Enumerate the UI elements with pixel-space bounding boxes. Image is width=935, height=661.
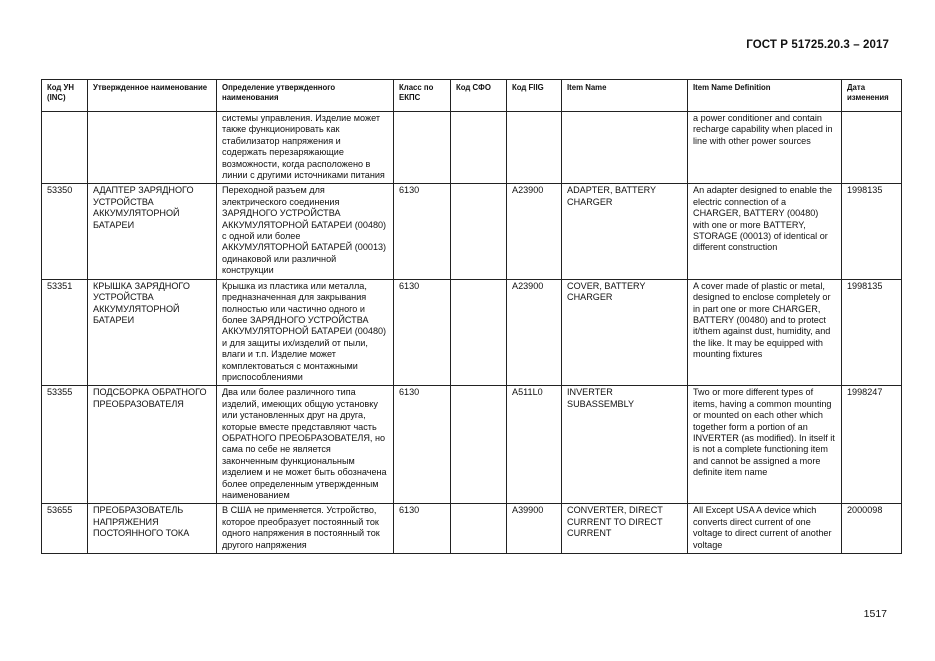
cell-sfo	[451, 504, 507, 554]
cell-date: 2000098	[842, 504, 902, 554]
column-header-class: Класс по ЕКПС	[394, 80, 451, 112]
item-names-table	[41, 79, 902, 554]
column-header-sfo: Код СФО	[451, 80, 507, 112]
cell-definition: В США не применяется. Устройство, которое преобразует постоянный ток одного напряжения в постоянный ток другого напряжения	[217, 504, 394, 554]
cell-class: 6130	[394, 504, 451, 554]
cell-class: 6130	[394, 386, 451, 504]
cell-item-name-definition: A cover made of plastic or metal, designed to enclose completely or in part one or more CHARGER, BATTERY (00480) and to protect it/them against dust, humidity, and the like. It may be equipped with mounting fixtures	[688, 279, 842, 386]
cell-inc: 53355	[42, 386, 88, 504]
cell-item-name-definition: Two or more different types of items, having a common mounting or mounted on each other which together form a portion of an INVERTER (as modified). In itself it is not a complete functioning item and cannot be assigned a more definite item name	[688, 386, 842, 504]
table-row	[42, 184, 902, 279]
table-header-row	[42, 80, 902, 112]
cell-approved-name	[88, 112, 217, 184]
table-row	[42, 504, 902, 554]
cell-item-name-definition: An adapter designed to enable the electric connection of a CHARGER, BATTERY (00480) with one or more BATTERY, STORAGE (00013) of identical or different construction	[688, 184, 842, 279]
cell-item-name: CONVERTER, DIRECT CURRENT TO DIRECT CURRENT	[562, 504, 688, 554]
cell-date	[842, 112, 902, 184]
cell-item-name: ADAPTER, BATTERY CHARGER	[562, 184, 688, 279]
table-row	[42, 279, 902, 386]
column-header-approved-name: Утвержденное наименование	[88, 80, 217, 112]
cell-fiig	[507, 112, 562, 184]
cell-approved-name: ПОДСБОРКА ОБРАТНОГО ПРЕОБРАЗОВАТЕЛЯ	[88, 386, 217, 504]
cell-sfo	[451, 279, 507, 386]
cell-date: 1998135	[842, 184, 902, 279]
cell-class	[394, 112, 451, 184]
cell-fiig: A23900	[507, 279, 562, 386]
cell-fiig: A39900	[507, 504, 562, 554]
cell-inc: 53655	[42, 504, 88, 554]
table-row	[42, 112, 902, 184]
cell-fiig: A511L0	[507, 386, 562, 504]
cell-sfo	[451, 184, 507, 279]
cell-item-name: INVERTER SUBASSEMBLY	[562, 386, 688, 504]
cell-date: 1998135	[842, 279, 902, 386]
cell-sfo	[451, 386, 507, 504]
column-header-fiig: Код FIIG	[507, 80, 562, 112]
cell-inc: 53350	[42, 184, 88, 279]
column-header-item-name-definition: Item Name Definition	[688, 80, 842, 112]
cell-approved-name: КРЫШКА ЗАРЯДНОГО УСТРОЙСТВА АККУМУЛЯТОРНОЙ БАТАРЕИ	[88, 279, 217, 386]
cell-item-name-definition: All Except USA A device which converts direct current of one voltage to direct current of another voltage	[688, 504, 842, 554]
cell-approved-name: АДАПТЕР ЗАРЯДНОГО УСТРОЙСТВА АККУМУЛЯТОРНОЙ БАТАРЕИ	[88, 184, 217, 279]
column-header-definition: Определение утвержденного наименования	[217, 80, 394, 112]
cell-definition: Переходной разъем для электрического соединения ЗАРЯДНОГО УСТРОЙСТВА АККУМУЛЯТОРНОЙ БАТАРЕИ (00480) с одной или более АККУМУЛЯТОРНОЙ БАТАРЕЙ (00013) одинаковой или различной конструкции	[217, 184, 394, 279]
cell-item-name	[562, 112, 688, 184]
document-header: ГОСТ Р 51725.20.3 – 2017	[746, 39, 889, 51]
cell-item-name: COVER, BATTERY CHARGER	[562, 279, 688, 386]
cell-fiig: A23900	[507, 184, 562, 279]
column-header-date: Дата изменения	[842, 80, 902, 112]
cell-inc	[42, 112, 88, 184]
cell-approved-name: ПРЕОБРАЗОВАТЕЛЬ НАПРЯЖЕНИЯ ПОСТОЯННОГО ТОКА	[88, 504, 217, 554]
cell-inc: 53351	[42, 279, 88, 386]
table-row	[42, 386, 902, 504]
cell-item-name-definition: a power conditioner and contain recharge capability when placed in line with other power sources	[688, 112, 842, 184]
cell-definition: Два или более различного типа изделий, имеющих общую установку или установленных друг на друга, которые вместе представляют часть ОБРАТНОГО ПРЕОБРАЗОВАТЕЛЯ, но сама по себе не является законченным функциональным изделием и не может быть обозначена более определенным утвержденным наименованием	[217, 386, 394, 504]
page-number: 1517	[863, 608, 887, 620]
cell-class: 6130	[394, 184, 451, 279]
column-header-item-name: Item Name	[562, 80, 688, 112]
cell-definition: системы управления. Изделие может также функционировать как стабилизатор напряжения и содержать перезаряжающие возможности, когда расположено в линии с другими источниками питания	[217, 112, 394, 184]
cell-date: 1998247	[842, 386, 902, 504]
cell-definition: Крышка из пластика или металла, предназначенная для закрывания полностью или частично одного и более ЗАРЯДНОГО УСТРОЙСТВА АККУМУЛЯТОРНОЙ БАТАРЕИ (00480) и для защиты их/изделий от пыли, влаги и т.п. Изделие может комплектоваться с монтажными приспособлениями	[217, 279, 394, 386]
cell-class: 6130	[394, 279, 451, 386]
column-header-inc: Код УН (INC)	[42, 80, 88, 112]
cell-sfo	[451, 112, 507, 184]
